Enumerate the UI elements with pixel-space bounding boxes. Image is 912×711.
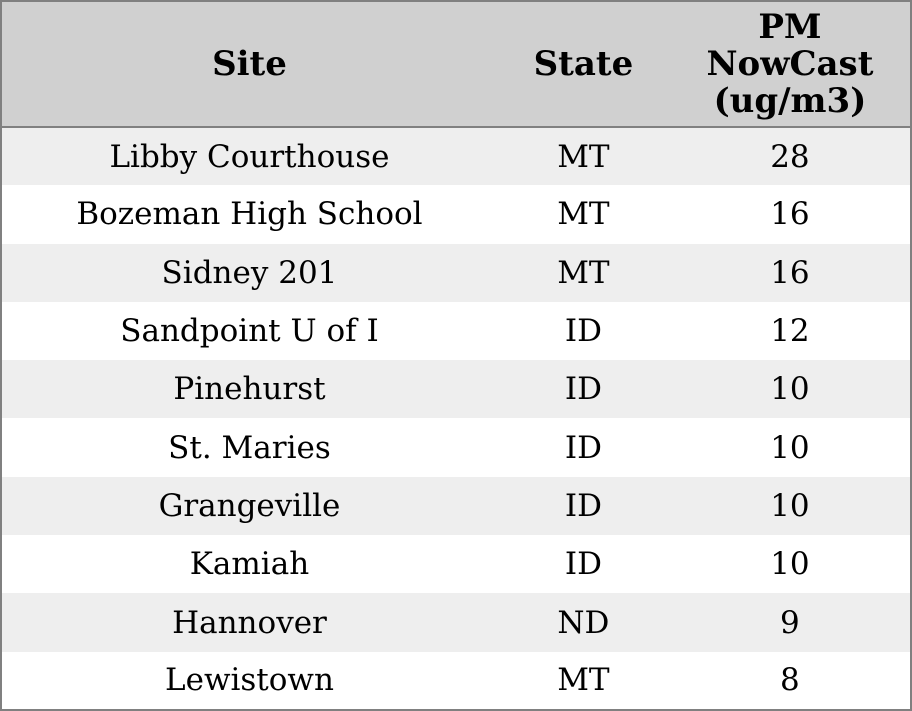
pm_nowcast-cell: 10 xyxy=(770,371,810,408)
table-row xyxy=(1,418,911,476)
site-cell: Libby Courthouse xyxy=(109,138,390,175)
site-cell: Pinehurst xyxy=(173,371,326,408)
header-row xyxy=(1,1,911,127)
site-cell: St. Maries xyxy=(168,429,331,466)
table-row xyxy=(1,127,911,185)
table-row xyxy=(1,185,911,243)
table-body xyxy=(1,127,911,710)
column-header-site xyxy=(1,1,497,127)
state-cell: ID xyxy=(564,487,602,524)
state-cell: ID xyxy=(564,546,602,583)
state-cell: MT xyxy=(557,196,610,233)
pm_nowcast-cell: 10 xyxy=(770,546,810,583)
site-cell: Lewistown xyxy=(165,662,334,699)
pm_nowcast-cell: 28 xyxy=(770,138,810,175)
column-header-state xyxy=(497,1,670,127)
column-header-pm-line2: NowCast xyxy=(706,43,874,84)
site-cell: Kamiah xyxy=(189,546,310,583)
column-header-pm-nowcast xyxy=(670,1,911,127)
table-row xyxy=(1,535,911,593)
pm_nowcast-cell: 16 xyxy=(770,254,810,291)
site-cell: Grangeville xyxy=(158,487,341,524)
site-cell: Sandpoint U of I xyxy=(120,313,379,350)
table-row xyxy=(1,302,911,360)
table-row xyxy=(1,360,911,418)
pm_nowcast-cell: 10 xyxy=(770,487,810,524)
pm_nowcast-cell: 8 xyxy=(780,662,800,699)
state-cell: MT xyxy=(557,662,610,699)
pm_nowcast-cell: 9 xyxy=(780,604,800,641)
table-row xyxy=(1,244,911,302)
pm_nowcast-cell: 12 xyxy=(770,313,810,350)
column-header-pm-line3: (ug/m3) xyxy=(713,80,867,121)
column-header-pm-line1: PM xyxy=(758,6,822,47)
state-cell: ID xyxy=(564,429,602,466)
state-cell: ND xyxy=(557,604,610,641)
table-header xyxy=(1,1,911,127)
state-cell: MT xyxy=(557,254,610,291)
state-cell: ID xyxy=(564,371,602,408)
column-header-state-label: State xyxy=(533,43,634,84)
pm_nowcast-cell: 10 xyxy=(770,429,810,466)
column-header-site-label: Site xyxy=(212,43,287,84)
site-cell: Bozeman High School xyxy=(76,196,423,233)
table-row xyxy=(1,652,911,710)
state-cell: MT xyxy=(557,138,610,175)
site-cell: Sidney 201 xyxy=(161,254,338,291)
site-cell: Hannover xyxy=(172,604,327,641)
table-row xyxy=(1,477,911,535)
state-cell: ID xyxy=(564,313,602,350)
table-row xyxy=(1,593,911,651)
pm_nowcast-cell: 16 xyxy=(770,196,810,233)
